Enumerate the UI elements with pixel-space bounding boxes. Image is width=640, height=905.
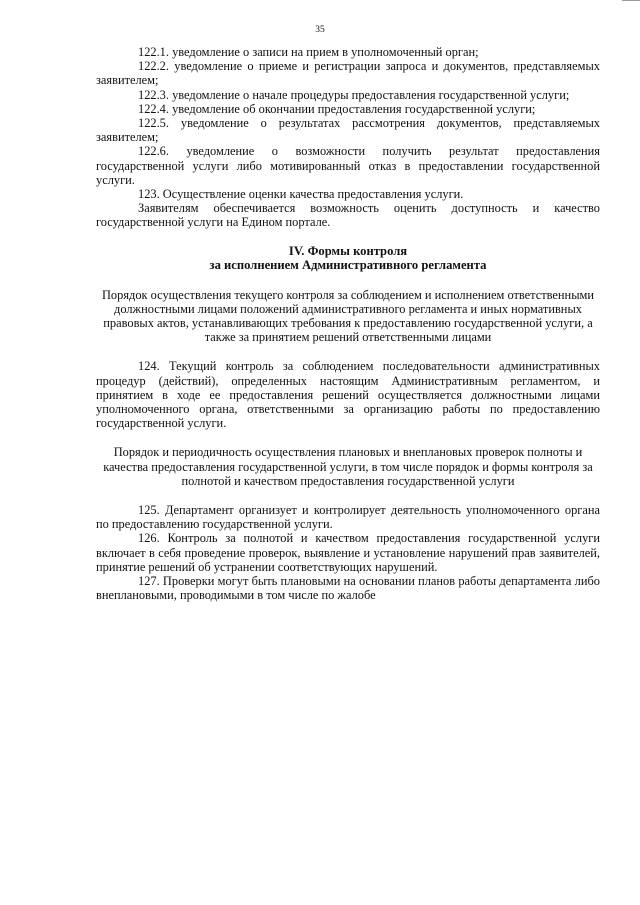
paragraph-122-6: 122.6. уведомление о возможности получить результат предоставления государственной услуги либо мотивированный отказ в предоставлении государственной услуги.: [96, 144, 600, 187]
paragraph-122-4: 122.4. уведомление об окончании предоставления государственной услуги;: [138, 101, 536, 116]
spacer: [96, 230, 600, 244]
subheading-inspections: Порядок и периодичность осуществления плановых и внеплановых проверок полноты и качества предоставления государственной услуги, в том числе порядок и формы контроля за полнотой и качеством предоставления государственной услуги: [103, 445, 593, 488]
paragraph-125: 125. Департамент организует и контролирует деятельность уполномоченного органа по предоставлению государственной услуги.: [96, 503, 600, 532]
page-number: 35: [315, 25, 325, 35]
page-content: [96, 45, 600, 603]
section-heading-line-2: за исполнением Административного регламента: [209, 258, 487, 273]
spacer: [96, 488, 600, 503]
section-heading-line-1: IV. Формы контроля: [288, 243, 408, 258]
paragraph-123: 123. Осуществление оценки качества предоставления услуги.: [138, 187, 464, 202]
corner-mark: [622, 0, 640, 1]
spacer: [96, 273, 600, 288]
paragraph-124: 124. Текущий контроль за соблюдением последовательности административных процедур (действий), определенных настоящим Административным регламентом, и принятием в ходе ее предоставления решений осуществляется должностными лицами уполномоченного органа, ответственными за организацию работы по предоставлению государственной услуги.: [96, 359, 600, 431]
subheading-current-control: Порядок осуществления текущего контроля за соблюдением и исполнением ответственными должностными лицами положений административного регламента и иных нормативных правовых актов, устанавливающих требования к предоставлению государственной услуги, а также за принятием решений ответственными лицами: [101, 287, 594, 345]
spacer: [96, 430, 600, 445]
paragraph-127: 127. Проверки могут быть плановыми на основании планов работы департамента либо внеплановыми, проводимыми в том числе по жалобе: [96, 574, 600, 603]
paragraph-122-3: 122.3. уведомление о начале процедуры предоставления государственной услуги;: [138, 87, 570, 102]
paragraph-122-2: 122.2. уведомление о приеме и регистрации запроса и документов, представляемых заявителем;: [96, 59, 600, 88]
spacer: [96, 344, 600, 359]
paragraph-126: 126. Контроль за полнотой и качеством предоставления государственной услуги включает в себя проведение проверок, выявление и установление нарушений прав заявителей, принятие решений об устранении соответствующих нарушений.: [96, 531, 600, 574]
paragraph-122-5: 122.5. уведомление о результатах рассмотрения документов, представляемых заявителем;: [96, 116, 600, 145]
paragraph-portal-assessment: Заявителям обеспечивается возможность оценить доступность и качество государственной услуги на Едином портале.: [96, 201, 600, 230]
paragraph-122-1: 122.1. уведомление о записи на прием в уполномоченный орган;: [138, 45, 479, 59]
